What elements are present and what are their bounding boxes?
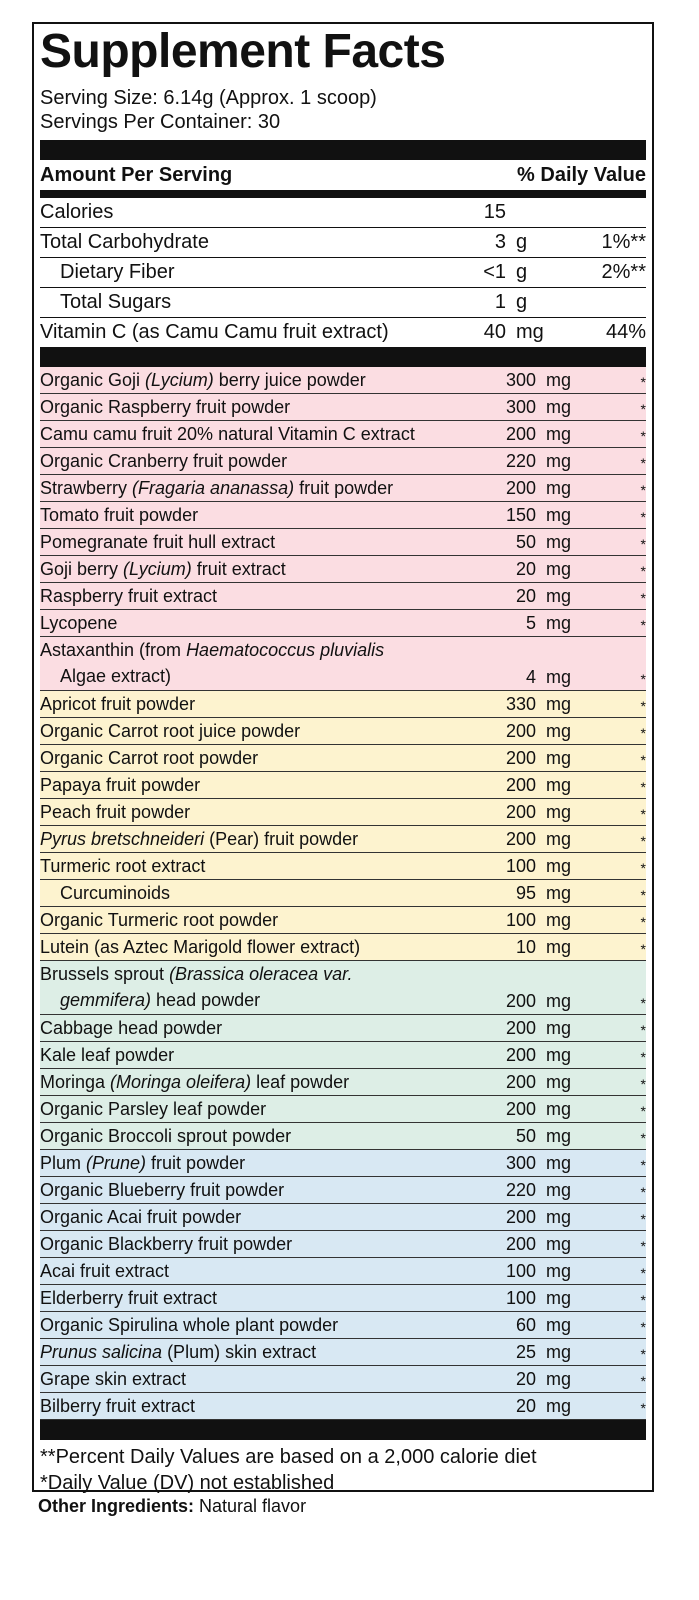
ingredient-name: Elderberry fruit extract <box>40 1288 218 1308</box>
ingredient-name: Cabbage head powder <box>40 1018 223 1038</box>
ingredient-unit: mg <box>546 1018 572 1038</box>
ingredient-unit: mg <box>546 1261 572 1281</box>
ingredient-unit: mg <box>546 424 572 444</box>
ingredient-name: Astaxanthin (from Haematococcus pluvialis Algae extract) <box>40 640 385 686</box>
ingredient-unit: mg <box>546 586 572 606</box>
panel-inner <box>40 24 646 1496</box>
ingredient-amount: 150 <box>505 505 536 525</box>
ingredient-unit: mg <box>546 1072 572 1092</box>
ingredient-daily-value: * <box>640 536 646 552</box>
ingredient-unit: mg <box>546 1369 572 1389</box>
ingredient-name: Camu camu fruit 20% natural Vitamin C extract <box>40 424 415 444</box>
ingredient-row <box>40 853 646 880</box>
nutrient-unit: g <box>516 261 528 283</box>
ingredient-amount: 4 <box>525 667 536 687</box>
ingredient-amount: 60 <box>515 1315 536 1335</box>
ingredient-amount: 20 <box>515 1369 536 1389</box>
ingredient-amount: 200 <box>505 1099 536 1119</box>
ingredient-row <box>40 934 646 961</box>
ingredient-amount: 200 <box>505 1207 536 1227</box>
ingredient-daily-value: * <box>640 1292 646 1308</box>
ingredient-unit: mg <box>546 1288 572 1308</box>
ingredient-unit: mg <box>546 505 572 525</box>
ingredient-name: Organic Cranberry fruit powder <box>40 451 288 471</box>
ingredient-daily-value: * <box>640 563 646 579</box>
ingredient-row <box>40 826 646 853</box>
ingredient-name: Curcuminoids <box>60 883 171 903</box>
ingredient-amount: 10 <box>515 937 536 957</box>
ingredient-row <box>40 448 646 475</box>
ingredient-daily-value: * <box>640 1157 646 1173</box>
ingredient-name: Tomato fruit powder <box>40 505 199 525</box>
ingredient-unit: mg <box>546 937 572 957</box>
ingredient-row <box>40 1150 646 1177</box>
ingredient-unit: mg <box>546 370 572 390</box>
ingredient-unit: mg <box>546 532 572 552</box>
ingredient-daily-value: * <box>640 1373 646 1389</box>
footnote-percent-dv: **Percent Daily Values are based on a 2,000 calorie diet <box>40 1446 537 1468</box>
nutrient-row <box>40 318 646 347</box>
thick-divider <box>40 347 646 367</box>
ingredient-row <box>40 367 646 394</box>
other-ingredients <box>38 1496 306 1517</box>
ingredient-unit: mg <box>546 1234 572 1254</box>
ingredient-row <box>40 1231 646 1258</box>
ingredient-daily-value: * <box>640 401 646 417</box>
ingredient-daily-value: * <box>640 1103 646 1119</box>
nutrient-amount: 3 <box>494 231 506 253</box>
ingredient-row <box>40 691 646 718</box>
ingredient-amount: 200 <box>505 1234 536 1254</box>
ingredient-name: Organic Acai fruit powder <box>40 1207 242 1227</box>
ingredient-name: Moringa (Moringa oleifera) leaf powder <box>40 1072 350 1092</box>
ingredient-unit: mg <box>546 1180 572 1200</box>
ingredient-amount: 95 <box>515 883 536 903</box>
ingredient-name: Organic Turmeric root powder <box>40 910 279 930</box>
nutrient-row <box>40 228 646 258</box>
ingredient-unit: mg <box>546 397 572 417</box>
footnote-dv-not-established: *Daily Value (DV) not established <box>40 1472 335 1494</box>
nutrient-daily-value: 1%** <box>601 231 646 253</box>
ingredient-daily-value: * <box>640 1076 646 1092</box>
ingredient-name: Lycopene <box>40 613 118 633</box>
ingredient-row <box>40 1204 646 1231</box>
ingredient-name: Acai fruit extract <box>40 1261 170 1281</box>
ingredient-daily-value: * <box>640 806 646 822</box>
ingredient-amount: 100 <box>505 856 536 876</box>
ingredient-amount: 100 <box>505 1288 536 1308</box>
ingredient-unit: mg <box>546 1396 572 1416</box>
nutrient-name: Vitamin C (as Camu Camu fruit extract) <box>40 321 389 343</box>
ingredient-daily-value: * <box>640 1130 646 1146</box>
ingredient-name: Pyrus bretschneideri (Pear) fruit powder <box>40 829 359 849</box>
ingredient-daily-value: * <box>640 887 646 903</box>
ingredient-daily-value: * <box>640 1238 646 1254</box>
thick-divider <box>40 1420 646 1440</box>
ingredient-row <box>40 1393 646 1420</box>
nutrient-amount: 1 <box>494 291 506 313</box>
ingredient-unit: mg <box>546 1045 572 1065</box>
ingredient-amount: 200 <box>505 802 536 822</box>
ingredient-row <box>40 1366 646 1393</box>
ingredient-daily-value: * <box>640 1022 646 1038</box>
nutrient-name: Total Carbohydrate <box>40 231 209 253</box>
nutrient-table <box>40 198 646 347</box>
ingredient-unit: mg <box>546 694 572 714</box>
ingredient-amount: 50 <box>515 1126 536 1146</box>
ingredient-row <box>40 583 646 610</box>
ingredient-daily-value: * <box>640 1265 646 1281</box>
ingredient-row <box>40 610 646 637</box>
ingredient-row <box>40 394 646 421</box>
ingredient-amount: 20 <box>515 586 536 606</box>
ingredient-unit: mg <box>546 559 572 579</box>
ingredient-row <box>40 421 646 448</box>
ingredient-amount: 200 <box>505 721 536 741</box>
nutrient-row <box>40 258 646 288</box>
ingredient-amount: 100 <box>505 1261 536 1281</box>
ingredient-unit: mg <box>546 613 572 633</box>
ingredient-amount: 200 <box>505 1072 536 1092</box>
ingredient-amount: 200 <box>505 1045 536 1065</box>
ingredient-unit: mg <box>546 1315 572 1335</box>
column-header <box>40 160 646 190</box>
ingredient-daily-value: * <box>640 752 646 768</box>
nutrient-name: Total Sugars <box>60 291 172 313</box>
ingredient-unit: mg <box>546 1207 572 1227</box>
ingredient-name: Turmeric root extract <box>40 856 206 876</box>
nutrient-unit: g <box>516 291 528 313</box>
ingredient-row <box>40 907 646 934</box>
panel-title: Supplement Facts <box>40 25 446 78</box>
nutrient-amount: <1 <box>483 261 506 283</box>
ingredient-unit: mg <box>546 1126 572 1146</box>
ingredient-amount: 220 <box>505 451 536 471</box>
ingredient-daily-value: * <box>640 833 646 849</box>
ingredient-row <box>40 1177 646 1204</box>
ingredient-row <box>40 502 646 529</box>
ingredient-unit: mg <box>546 667 572 687</box>
ingredient-table <box>40 367 646 1420</box>
ingredient-row <box>40 1069 646 1096</box>
ingredient-amount: 300 <box>505 370 536 390</box>
ingredient-amount: 20 <box>515 1396 536 1416</box>
ingredient-daily-value: * <box>640 779 646 795</box>
ingredient-name: Organic Parsley leaf powder <box>40 1099 267 1119</box>
ingredient-amount: 200 <box>505 424 536 444</box>
ingredient-name: Organic Spirulina whole plant powder <box>40 1315 339 1335</box>
ingredient-unit: mg <box>546 829 572 849</box>
ingredient-daily-value: * <box>640 509 646 525</box>
ingredient-unit: mg <box>546 775 572 795</box>
other-ingredients-text: Natural flavor <box>194 1496 307 1516</box>
ingredient-name: Lutein (as Aztec Marigold flower extract) <box>40 937 361 957</box>
ingredient-row <box>40 961 646 1015</box>
ingredient-row <box>40 1042 646 1069</box>
ingredient-amount: 100 <box>505 910 536 930</box>
nutrient-daily-value <box>566 288 646 317</box>
ingredient-amount: 200 <box>505 478 536 498</box>
header-divider <box>40 190 646 198</box>
daily-value-header: % Daily Value <box>517 164 646 186</box>
nutrient-unit: g <box>516 231 528 253</box>
ingredient-row <box>40 475 646 502</box>
ingredient-row <box>40 745 646 772</box>
nutrient-daily-value: 44% <box>605 321 646 343</box>
ingredient-daily-value: * <box>640 1346 646 1362</box>
ingredient-daily-value: * <box>640 1319 646 1335</box>
ingredient-name: Organic Raspberry fruit powder <box>40 397 291 417</box>
ingredient-amount: 200 <box>505 775 536 795</box>
ingredient-row <box>40 1096 646 1123</box>
nutrient-amount: 40 <box>483 321 506 343</box>
ingredient-name: Organic Carrot root juice powder <box>40 721 301 741</box>
thick-divider <box>40 140 646 160</box>
ingredient-row <box>40 529 646 556</box>
ingredient-unit: mg <box>546 1153 572 1173</box>
ingredient-name: Pomegranate fruit hull extract <box>40 532 276 552</box>
ingredient-unit: mg <box>546 748 572 768</box>
nutrient-row <box>40 288 646 318</box>
ingredient-name: Organic Blueberry fruit powder <box>40 1180 285 1200</box>
ingredient-amount: 5 <box>525 613 536 633</box>
ingredient-daily-value: * <box>640 374 646 390</box>
ingredient-unit: mg <box>546 721 572 741</box>
ingredient-row <box>40 637 646 691</box>
ingredient-unit: mg <box>546 802 572 822</box>
ingredient-amount: 200 <box>505 1018 536 1038</box>
ingredient-name: Brussels sprout (Brassica oleracea var. gemmifera) head powder <box>40 964 353 1010</box>
ingredient-daily-value: * <box>640 428 646 444</box>
nutrient-unit <box>506 198 566 227</box>
ingredient-daily-value: * <box>640 1049 646 1065</box>
ingredient-daily-value: * <box>640 455 646 471</box>
ingredient-daily-value: * <box>640 1400 646 1416</box>
ingredient-daily-value: * <box>640 941 646 957</box>
ingredient-row <box>40 556 646 583</box>
ingredient-name: Apricot fruit powder <box>40 694 196 714</box>
ingredient-name: Goji berry (Lycium) fruit extract <box>40 559 286 579</box>
ingredient-name: Bilberry fruit extract <box>40 1396 196 1416</box>
ingredient-row <box>40 1339 646 1366</box>
ingredient-amount: 220 <box>505 1180 536 1200</box>
ingredient-daily-value: * <box>640 725 646 741</box>
serving-size: Serving Size: 6.14g (Approx. 1 scoop) <box>40 87 377 109</box>
ingredient-daily-value: * <box>640 698 646 714</box>
ingredient-name: Peach fruit powder <box>40 802 191 822</box>
ingredient-row <box>40 1285 646 1312</box>
ingredient-row <box>40 1312 646 1339</box>
ingredient-daily-value: * <box>640 1211 646 1227</box>
ingredient-daily-value: * <box>640 590 646 606</box>
ingredient-name: Raspberry fruit extract <box>40 586 218 606</box>
nutrient-row <box>40 198 646 228</box>
ingredient-name: Grape skin extract <box>40 1369 187 1389</box>
ingredient-name: Prunus salicina (Plum) skin extract <box>40 1342 317 1362</box>
ingredient-unit: mg <box>546 1342 572 1362</box>
ingredient-row <box>40 1258 646 1285</box>
ingredient-unit: mg <box>546 1099 572 1119</box>
ingredient-name: Organic Goji (Lycium) berry juice powder <box>40 370 366 390</box>
ingredient-name: Plum (Prune) fruit powder <box>40 1153 246 1173</box>
ingredient-name: Strawberry (Fragaria ananassa) fruit powder <box>40 478 394 498</box>
ingredient-unit: mg <box>546 991 572 1011</box>
ingredient-amount: 300 <box>505 1153 536 1173</box>
ingredient-name: Organic Broccoli sprout powder <box>40 1126 292 1146</box>
ingredient-unit: mg <box>546 910 572 930</box>
nutrient-name: Dietary Fiber <box>60 261 175 283</box>
nutrient-daily-value <box>566 198 646 227</box>
ingredient-daily-value: * <box>640 671 646 687</box>
ingredient-amount: 20 <box>515 559 536 579</box>
ingredient-daily-value: * <box>640 914 646 930</box>
ingredient-row <box>40 1015 646 1042</box>
supplement-facts-panel <box>32 22 654 1492</box>
ingredient-amount: 50 <box>515 532 536 552</box>
servings-per-container: Servings Per Container: 30 <box>40 111 281 133</box>
ingredient-daily-value: * <box>640 1184 646 1200</box>
ingredient-daily-value: * <box>640 617 646 633</box>
ingredient-amount: 330 <box>505 694 536 714</box>
ingredient-daily-value: * <box>640 995 646 1011</box>
other-ingredients-label: Other Ingredients: <box>38 1496 195 1516</box>
ingredient-name: Organic Blackberry fruit powder <box>40 1234 293 1254</box>
ingredient-row <box>40 1123 646 1150</box>
ingredient-row <box>40 799 646 826</box>
ingredient-row <box>40 718 646 745</box>
amount-per-serving-header: Amount Per Serving <box>40 164 233 186</box>
nutrient-amount: 15 <box>483 201 506 223</box>
nutrient-daily-value: 2%** <box>601 261 646 283</box>
nutrient-name: Calories <box>40 201 114 223</box>
ingredient-amount: 25 <box>515 1342 536 1362</box>
ingredient-daily-value: * <box>640 860 646 876</box>
ingredient-unit: mg <box>546 883 572 903</box>
ingredient-amount: 200 <box>505 829 536 849</box>
ingredient-amount: 300 <box>505 397 536 417</box>
ingredient-name: Papaya fruit powder <box>40 775 201 795</box>
ingredient-amount: 200 <box>505 748 536 768</box>
ingredient-name: Kale leaf powder <box>40 1045 175 1065</box>
ingredient-name: Organic Carrot root powder <box>40 748 259 768</box>
ingredient-amount: 200 <box>505 991 536 1011</box>
ingredient-row <box>40 772 646 799</box>
ingredient-daily-value: * <box>640 482 646 498</box>
ingredient-row <box>40 880 646 907</box>
ingredient-unit: mg <box>546 478 572 498</box>
ingredient-unit: mg <box>546 856 572 876</box>
nutrient-unit: mg <box>516 321 544 343</box>
ingredient-unit: mg <box>546 451 572 471</box>
